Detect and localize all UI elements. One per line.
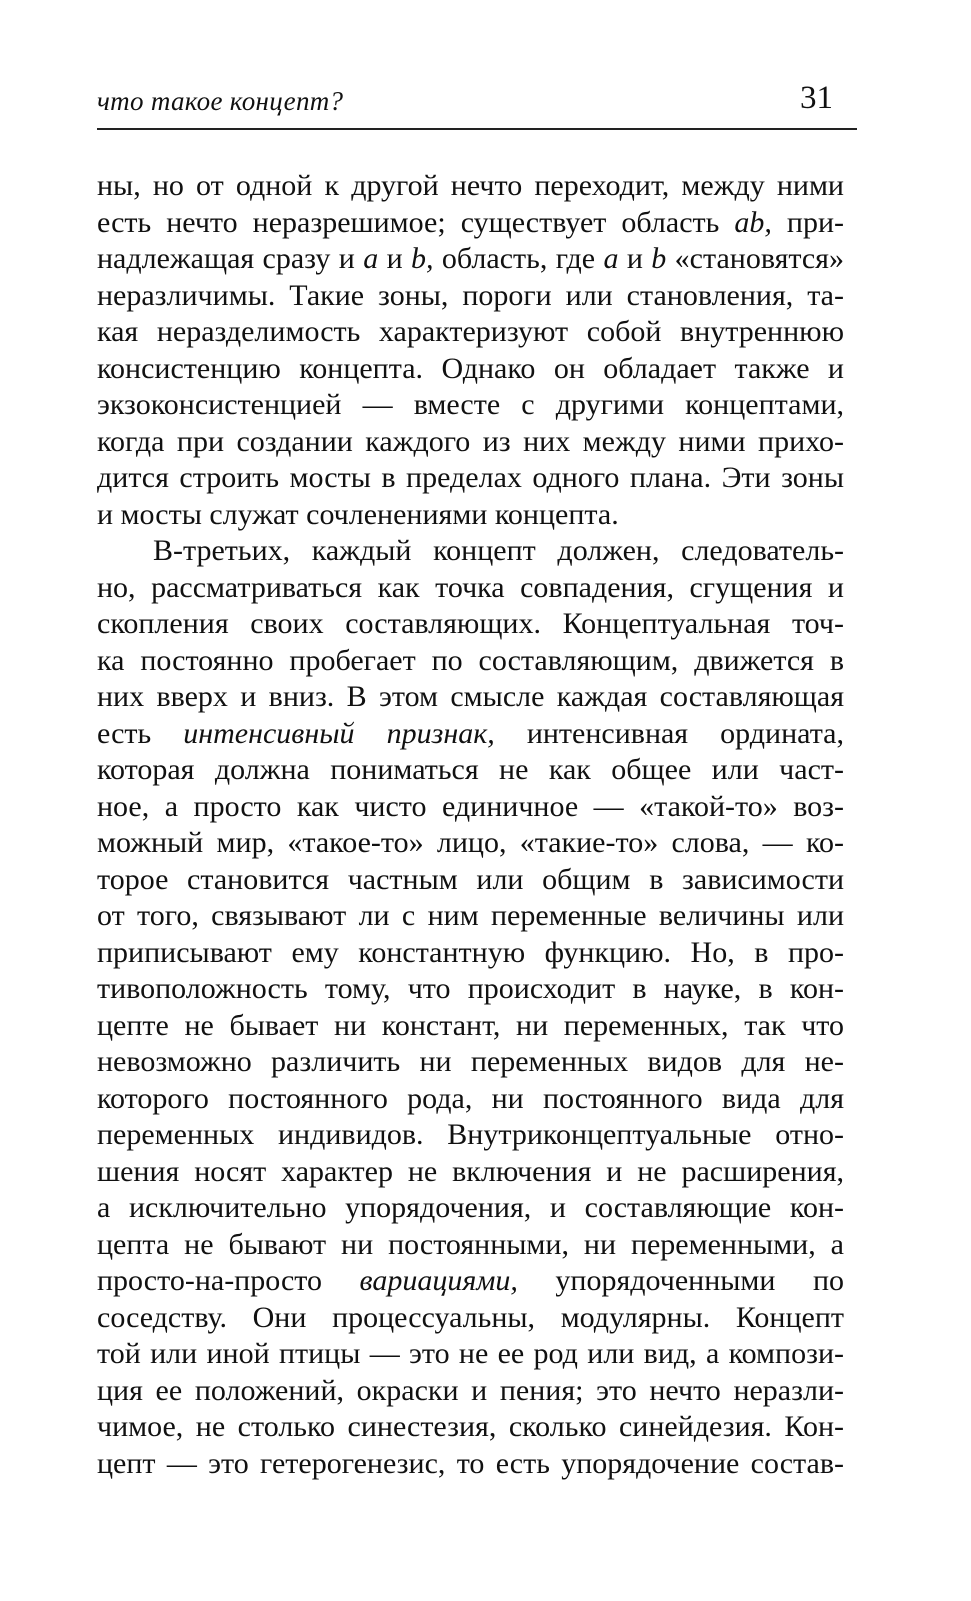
text-line [97,1373,844,1410]
text-segment: упорядоченными по [517,1264,844,1297]
text-line [97,1008,844,1045]
text-line [97,205,844,242]
paragraph [97,168,844,533]
text-line [97,497,844,534]
running-header [97,80,845,130]
text-line [97,752,844,789]
text-line [97,1154,844,1191]
text-line [97,825,844,862]
text-line [97,789,844,826]
text-segment: той или иной птицы — это не ее род или вид, а компози- [97,1337,844,1370]
text-line [97,1227,844,1264]
text-segment: ка постоянно пробегает по составляющим, движется в [97,643,844,677]
text-line [97,1081,844,1118]
body-text [97,168,844,1482]
text-segment: ное, а просто как чисто единичное — «такой-то» воз- [97,789,844,823]
text-segment: цепте не бывает ни констант, ни переменных, так что [97,1008,844,1042]
text-line [97,1190,844,1227]
text-line [97,278,844,315]
text-line [97,606,844,643]
text-line [97,935,844,972]
text-segment: при- [771,205,844,239]
text-segment: когда при создании каждого из них между ними прихо- [97,424,844,458]
text-line [97,1446,844,1483]
text-line [97,643,844,680]
text-segment: кая неразделимость характеризуют собой внутреннюю [97,315,844,348]
text-segment: чимое, не столько синестезия, сколько синейдезия. Кон- [97,1410,844,1443]
text-segment: интенсивная ордината, [494,716,844,750]
text-segment: и [618,242,652,275]
text-segment: есть [97,716,184,750]
header-rule [97,128,857,130]
text-line [97,716,844,753]
text-segment: цепт — это гетерогенезис, то есть упорядочение состав- [97,1446,844,1480]
text-line [97,168,844,205]
text-line [97,1263,844,1300]
text-segment: которая должна пониматься не как общее или част- [97,753,844,786]
text-line [97,862,844,899]
text-segment: от того, связывают ли с ним переменные величины или [97,899,844,932]
italic-text: a [603,242,619,275]
text-segment: но, рассматриваться как точка совпадения, сгущения и [97,570,844,604]
text-segment: область, где [433,242,604,275]
italic-text: b [651,242,667,275]
italic-text: b, [411,242,434,275]
text-segment: неразличимы. Такие зоны, пороги или становления, та- [97,278,844,312]
italic-text: интенсивный признак, [183,716,495,750]
text-segment: а исключительно упорядочения, и составляющие кон- [97,1191,844,1224]
text-segment: скопления своих составляющих. Концептуальная точ- [97,607,844,640]
text-segment: приписывают ему константную функцию. Но, в про- [97,935,844,969]
text-line [97,679,844,716]
text-segment: и мосты служат сочленениями концепта. [97,497,619,531]
italic-text: a [363,242,379,275]
text-segment: можный мир, «такое-то» лицо, «такие-то» слова, — ко- [97,826,844,859]
text-line [97,351,844,388]
text-line [97,424,844,461]
text-segment: ция ее положений, окраски и пения; это нечто неразли- [97,1373,844,1407]
paragraph [97,533,844,1482]
text-line [97,971,844,1008]
text-line [97,1409,844,1446]
italic-text: вариациями, [359,1264,518,1297]
text-segment: тивоположность тому, что происходит в науке, в кон- [97,972,844,1005]
text-line [97,570,844,607]
text-segment: надлежащая сразу и [97,242,364,275]
text-segment: цепта не бывают ни постоянными, ни переменными, а [97,1227,844,1261]
text-segment: и [378,242,412,275]
text-line [97,241,844,278]
text-line [97,460,844,497]
text-segment: них вверх и вниз. В этом смысле каждая составляющая [97,680,844,713]
text-segment: есть нечто неразрешимое; существует область [97,205,735,239]
text-segment: которого постоянного рода, ни постоянного вида для [97,1081,844,1115]
text-line [97,1336,844,1373]
page-number: 31 [800,80,833,116]
text-line [97,314,844,351]
text-segment: ны, но от одной к другой нечто переходит, между ними [97,169,844,202]
text-segment: невозможно различить ни переменных видов для не- [97,1045,844,1078]
text-segment: В-третьих, каждый концепт должен, следователь- [153,534,844,567]
text-segment: экзоконсистенцией — вместе с другими концептами, [97,388,844,421]
text-segment: просто-на-просто [97,1264,360,1297]
text-segment: шения носят характер не включения и не расширения, [97,1154,844,1188]
text-segment: торое становится частным или общим в зависимости [97,862,844,896]
italic-text: ab, [734,205,772,239]
text-segment: переменных индивидов. Внутриконцептуальные отно- [97,1118,844,1151]
text-line [97,898,844,935]
text-line [97,533,844,570]
text-segment: «становятся» [666,242,844,275]
text-line [97,1300,844,1337]
text-segment: дится строить мосты в пределах одного плана. Эти зоны [97,461,844,494]
text-line [97,1117,844,1154]
text-segment: соседству. Они процессуальны, модулярны. Концепт [97,1300,844,1334]
text-line [97,1044,844,1081]
text-line [97,387,844,424]
running-title: что такое концепт? [97,86,344,116]
text-segment: консистенцию концепта. Однако он обладает также и [97,351,844,385]
